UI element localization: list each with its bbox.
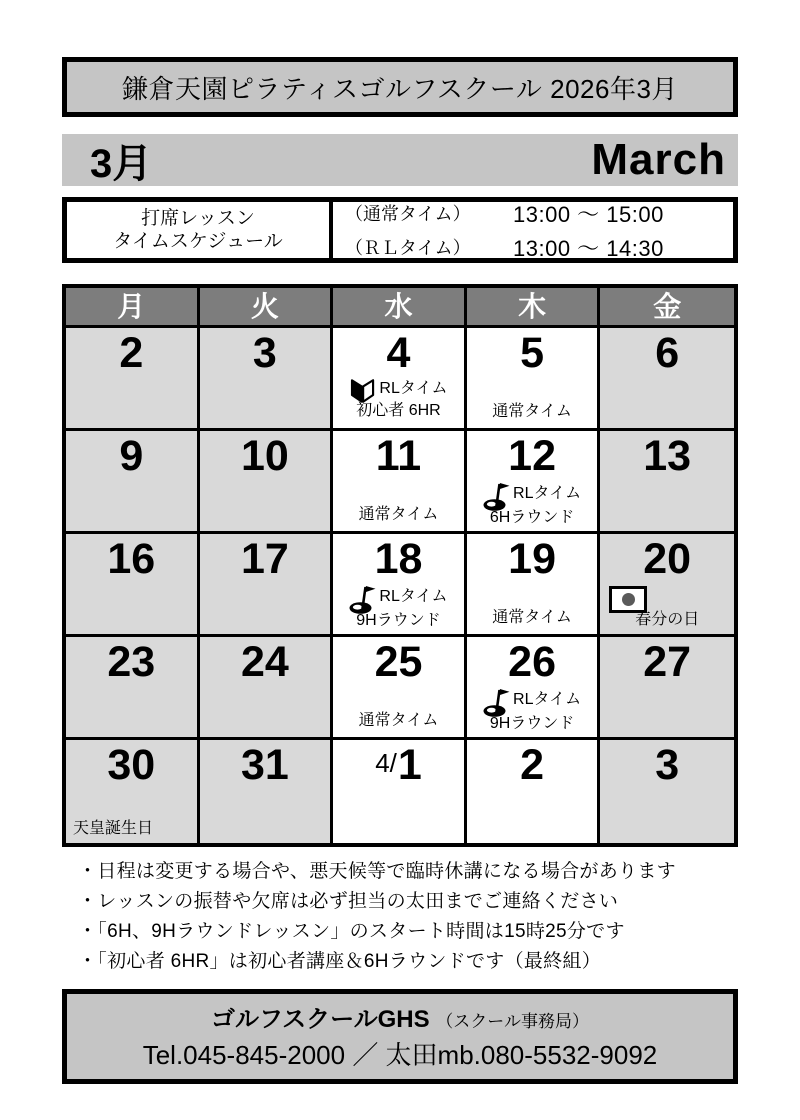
day-number: 19 <box>508 535 557 583</box>
month-label-en: March <box>591 135 726 184</box>
day-cell <box>467 431 601 534</box>
notes-list <box>62 857 738 977</box>
calendar-grid <box>62 284 738 847</box>
day-cell <box>600 740 734 843</box>
day-cell <box>467 637 601 740</box>
lesson-note: 通常タイム <box>358 712 439 729</box>
holiday-label: 天皇誕生日 <box>73 820 154 837</box>
lesson-note: 通常タイム <box>358 506 439 523</box>
schedule-title <box>67 202 333 258</box>
day-cell <box>200 328 334 431</box>
day-cell <box>333 431 467 534</box>
lesson-note: RLタイム <box>333 584 464 609</box>
lesson-note: 通常タイム <box>492 403 572 420</box>
day-number: 25 <box>374 638 423 686</box>
day-number: 30 <box>107 741 156 789</box>
lesson-note: RLタイム <box>467 687 598 712</box>
schedule-row-normal <box>345 198 733 229</box>
schedule-time-normal: 13:00 ～ 15:00 <box>513 201 664 227</box>
day-number: 2 <box>520 741 545 789</box>
lesson-note: RLタイム <box>333 378 464 399</box>
schedule-label-normal: （通常タイム） <box>345 204 471 224</box>
footer-phone-line: Tel.045-845-2000 ／ 太田mb.080-5532-9092 <box>142 1040 658 1070</box>
day-number: 31 <box>240 741 289 789</box>
weekday-header: 火 <box>200 288 334 328</box>
schedule-title-line2: タイムスケジュール <box>113 231 283 252</box>
day-cell <box>66 328 200 431</box>
day-number: 11 <box>375 432 422 480</box>
day-number: 4/1 <box>375 741 422 789</box>
day-number: 2 <box>119 329 144 377</box>
lesson-schedule-box <box>62 197 738 263</box>
day-cell <box>200 637 334 740</box>
lesson-note: 9Hラウンド <box>356 612 441 629</box>
day-number: 23 <box>107 638 156 686</box>
lesson-note: 9Hラウンド <box>489 715 575 732</box>
footer-school-line <box>67 999 733 1034</box>
weekday-header: 月 <box>66 288 200 328</box>
day-cell <box>66 740 200 843</box>
day-cell <box>600 637 734 740</box>
day-number: 5 <box>520 329 545 377</box>
day-number: 3 <box>655 741 680 789</box>
weekday-header: 金 <box>600 288 734 328</box>
day-number: 6 <box>655 329 680 377</box>
note-item: ・日程は変更する場合や、悪天候等で臨時休講になる場合があります <box>78 861 676 882</box>
day-number: 16 <box>107 535 156 583</box>
day-number: 4 <box>386 329 411 377</box>
calendar-flyer <box>62 0 738 1084</box>
page-title: 鎌倉天園ピラティスゴルフスクール 2026年3月 <box>122 73 678 104</box>
day-number: 12 <box>508 432 557 480</box>
day-number: 18 <box>374 535 423 583</box>
schedule-title-line1: 打席レッスン <box>141 208 255 229</box>
next-month-prefix: 4/ <box>375 748 397 778</box>
day-number: 26 <box>508 638 557 686</box>
day-cell <box>600 328 734 431</box>
day-number: 13 <box>643 432 692 480</box>
day-cell <box>66 431 200 534</box>
day-number: 17 <box>240 535 289 583</box>
day-number: 10 <box>240 432 289 480</box>
schedule-time-rl: 13:00 ～ 14:30 <box>513 235 664 261</box>
day-cell <box>467 740 601 843</box>
title-box <box>62 57 738 117</box>
day-cell <box>333 740 467 843</box>
day-number: 3 <box>252 329 277 377</box>
day-cell <box>66 637 200 740</box>
school-name: ゴルフスクールGHS <box>211 1006 430 1033</box>
day-cell <box>333 328 467 431</box>
office-label: （スクール事務局） <box>436 1012 589 1031</box>
schedule-times <box>333 201 733 261</box>
schedule-label-rl: （ＲＬタイム） <box>345 238 471 258</box>
day-cell <box>200 740 334 843</box>
month-bar <box>62 134 738 186</box>
note-item: ・「6H、9Hラウンドレッスン」のスタート時間は15時25分です <box>78 921 625 942</box>
day-cell <box>333 534 467 637</box>
schedule-row-rl <box>345 232 733 263</box>
month-label-jp: 3月 <box>90 141 153 186</box>
day-cell <box>333 637 467 740</box>
weekday-header: 水 <box>333 288 467 328</box>
day-cell <box>200 534 334 637</box>
day-cell <box>467 328 601 431</box>
day-number: 24 <box>240 638 289 686</box>
lesson-note: RLタイム <box>467 481 598 506</box>
day-cell <box>467 534 601 637</box>
lesson-note: 6Hラウンド <box>489 509 575 526</box>
holiday-label: 春分の日 <box>635 611 700 628</box>
day-cell <box>600 431 734 534</box>
day-number: 27 <box>643 638 692 686</box>
lesson-note: 初心者 6HR <box>356 402 441 419</box>
weekday-header: 木 <box>467 288 601 328</box>
day-cell <box>600 534 734 637</box>
day-cell <box>66 534 200 637</box>
day-number: 9 <box>119 432 144 480</box>
footer-contact-box <box>62 989 738 1084</box>
note-item: ・「初心者 6HR」は初心者講座＆6Hラウンドです（最終組） <box>78 951 602 972</box>
day-cell <box>200 431 334 534</box>
day-number: 20 <box>643 535 692 583</box>
note-item: ・レッスンの振替や欠席は必ず担当の太田までご連絡ください <box>78 891 619 912</box>
lesson-note: 通常タイム <box>492 609 572 626</box>
